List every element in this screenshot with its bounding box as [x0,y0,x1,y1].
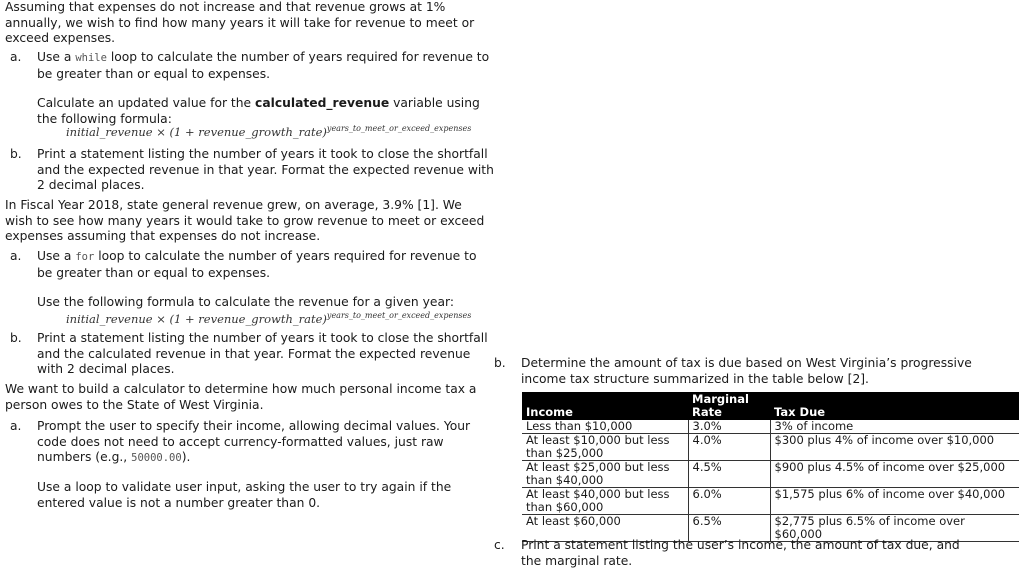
rate-cell: 4.5% [688,461,770,488]
section3-intro: We want to build a calculator to determine how much personal income tax a person owes to the State of West Virginia. [5,382,477,412]
tax-due-cell: $300 plus 4% of income over $10,000 [770,434,1019,461]
section1-b-text: Print a statement listing the number of years it took to close the shortfall and the expected revenue in that year. Format the expected revenue with 2 decimal places. [37,147,494,192]
income-cell: At least $40,000 but less than $60,000 [522,488,688,515]
code-while: while [75,52,107,64]
section2-a-text: Use a for loop to calculate the number of years required for revenue to be greater than or equal to expenses. [37,249,477,280]
section1-b-marker: b. [10,147,22,161]
section3-a-subtext: Use a loop to validate user input, asking the user to try again if the entered value is not a number greater than 0. [37,480,452,510]
income-cell: At least $60,000 [522,515,688,542]
header-income: Income [522,392,688,420]
tax-table [522,392,1019,542]
variable-name: calculated_revenue [255,96,390,110]
formula-1: initial_revenue × (1 + revenue_growth_rate)$^{years\_to\_meet\_or\_exceed\_expenses}$ [66,124,472,139]
rate-cell: 4.0% [688,434,770,461]
code-for: for [75,251,95,263]
table-row [522,420,1019,434]
section2-a-subtext: Use the following formula to calculate the revenue for a given year: [37,295,454,309]
section1-a-text: Use a while loop to calculate the number of years required for revenue to be greater than or equal to expenses. [37,50,490,81]
right-c-text: Print a statement listing the user’s income, the amount of tax due, and the marginal rate. [521,538,960,568]
table-row [522,488,1019,515]
tax-due-cell: $1,575 plus 6% of income over $40,000 [770,488,1019,515]
income-cell: At least $10,000 but less than $25,000 [522,434,688,461]
rate-cell: 6.5% [688,515,770,542]
tax-due-cell: 3% of income [770,420,1019,434]
header-marginal-rate: Marginal Rate [688,392,770,420]
table-header-row [522,392,1019,420]
section2-b-text: Print a statement listing the number of years it took to close the shortfall and the calculated revenue in that year. Format the expected revenue with 2 decimal places. [37,331,488,376]
right-b-marker: b. [494,356,506,370]
tax-due-cell: $900 plus 4.5% of income over $25,000 [770,461,1019,488]
formula-2: initial_revenue × (1 + revenue_growth_rate)$^{years\_to\_meet\_or\_exceed\_expenses}$ [66,311,472,326]
section2-b-marker: b. [10,331,22,345]
rate-cell: 3.0% [688,420,770,434]
section3-a-text: Prompt the user to specify their income, allowing decimal values. Your code does not need to accept currency-formatted values, just raw numbers (e.g., 50000.00). [37,419,471,464]
income-cell: At least $25,000 but less than $40,000 [522,461,688,488]
section2-intro: In Fiscal Year 2018, state general revenue grew, on average, 3.9% [1]. We wish to see how many years it would take to grow revenue to meet or exceed expenses assuming that expenses do not increase. [5,198,485,243]
section2-a-marker: a. [10,249,22,263]
header-tax-due: Tax Due [770,392,1019,420]
right-b-text: Determine the amount of tax is due based on West Virginia’s progressive income tax structure summarized in the table below [2]. [521,356,972,386]
right-c-marker: c. [494,538,505,552]
income-cell: Less than $10,000 [522,420,688,434]
section1-a-marker: a. [10,50,22,64]
section3-a-marker: a. [10,419,22,433]
rate-cell: 6.0% [688,488,770,515]
section1-a-subtext: Calculate an updated value for the calculated_revenue variable using the following formula: [37,96,480,126]
table-row [522,461,1019,488]
table-row [522,434,1019,461]
section1-intro: Assuming that expenses do not increase and that revenue grows at 1% annually, we wish to find how many years it will take for revenue to meet or exceed expenses. [5,0,475,45]
tax-due-cell: $2,775 plus 6.5% of income over $60,000 [770,515,1019,542]
code-example: 50000.00 [131,452,182,464]
